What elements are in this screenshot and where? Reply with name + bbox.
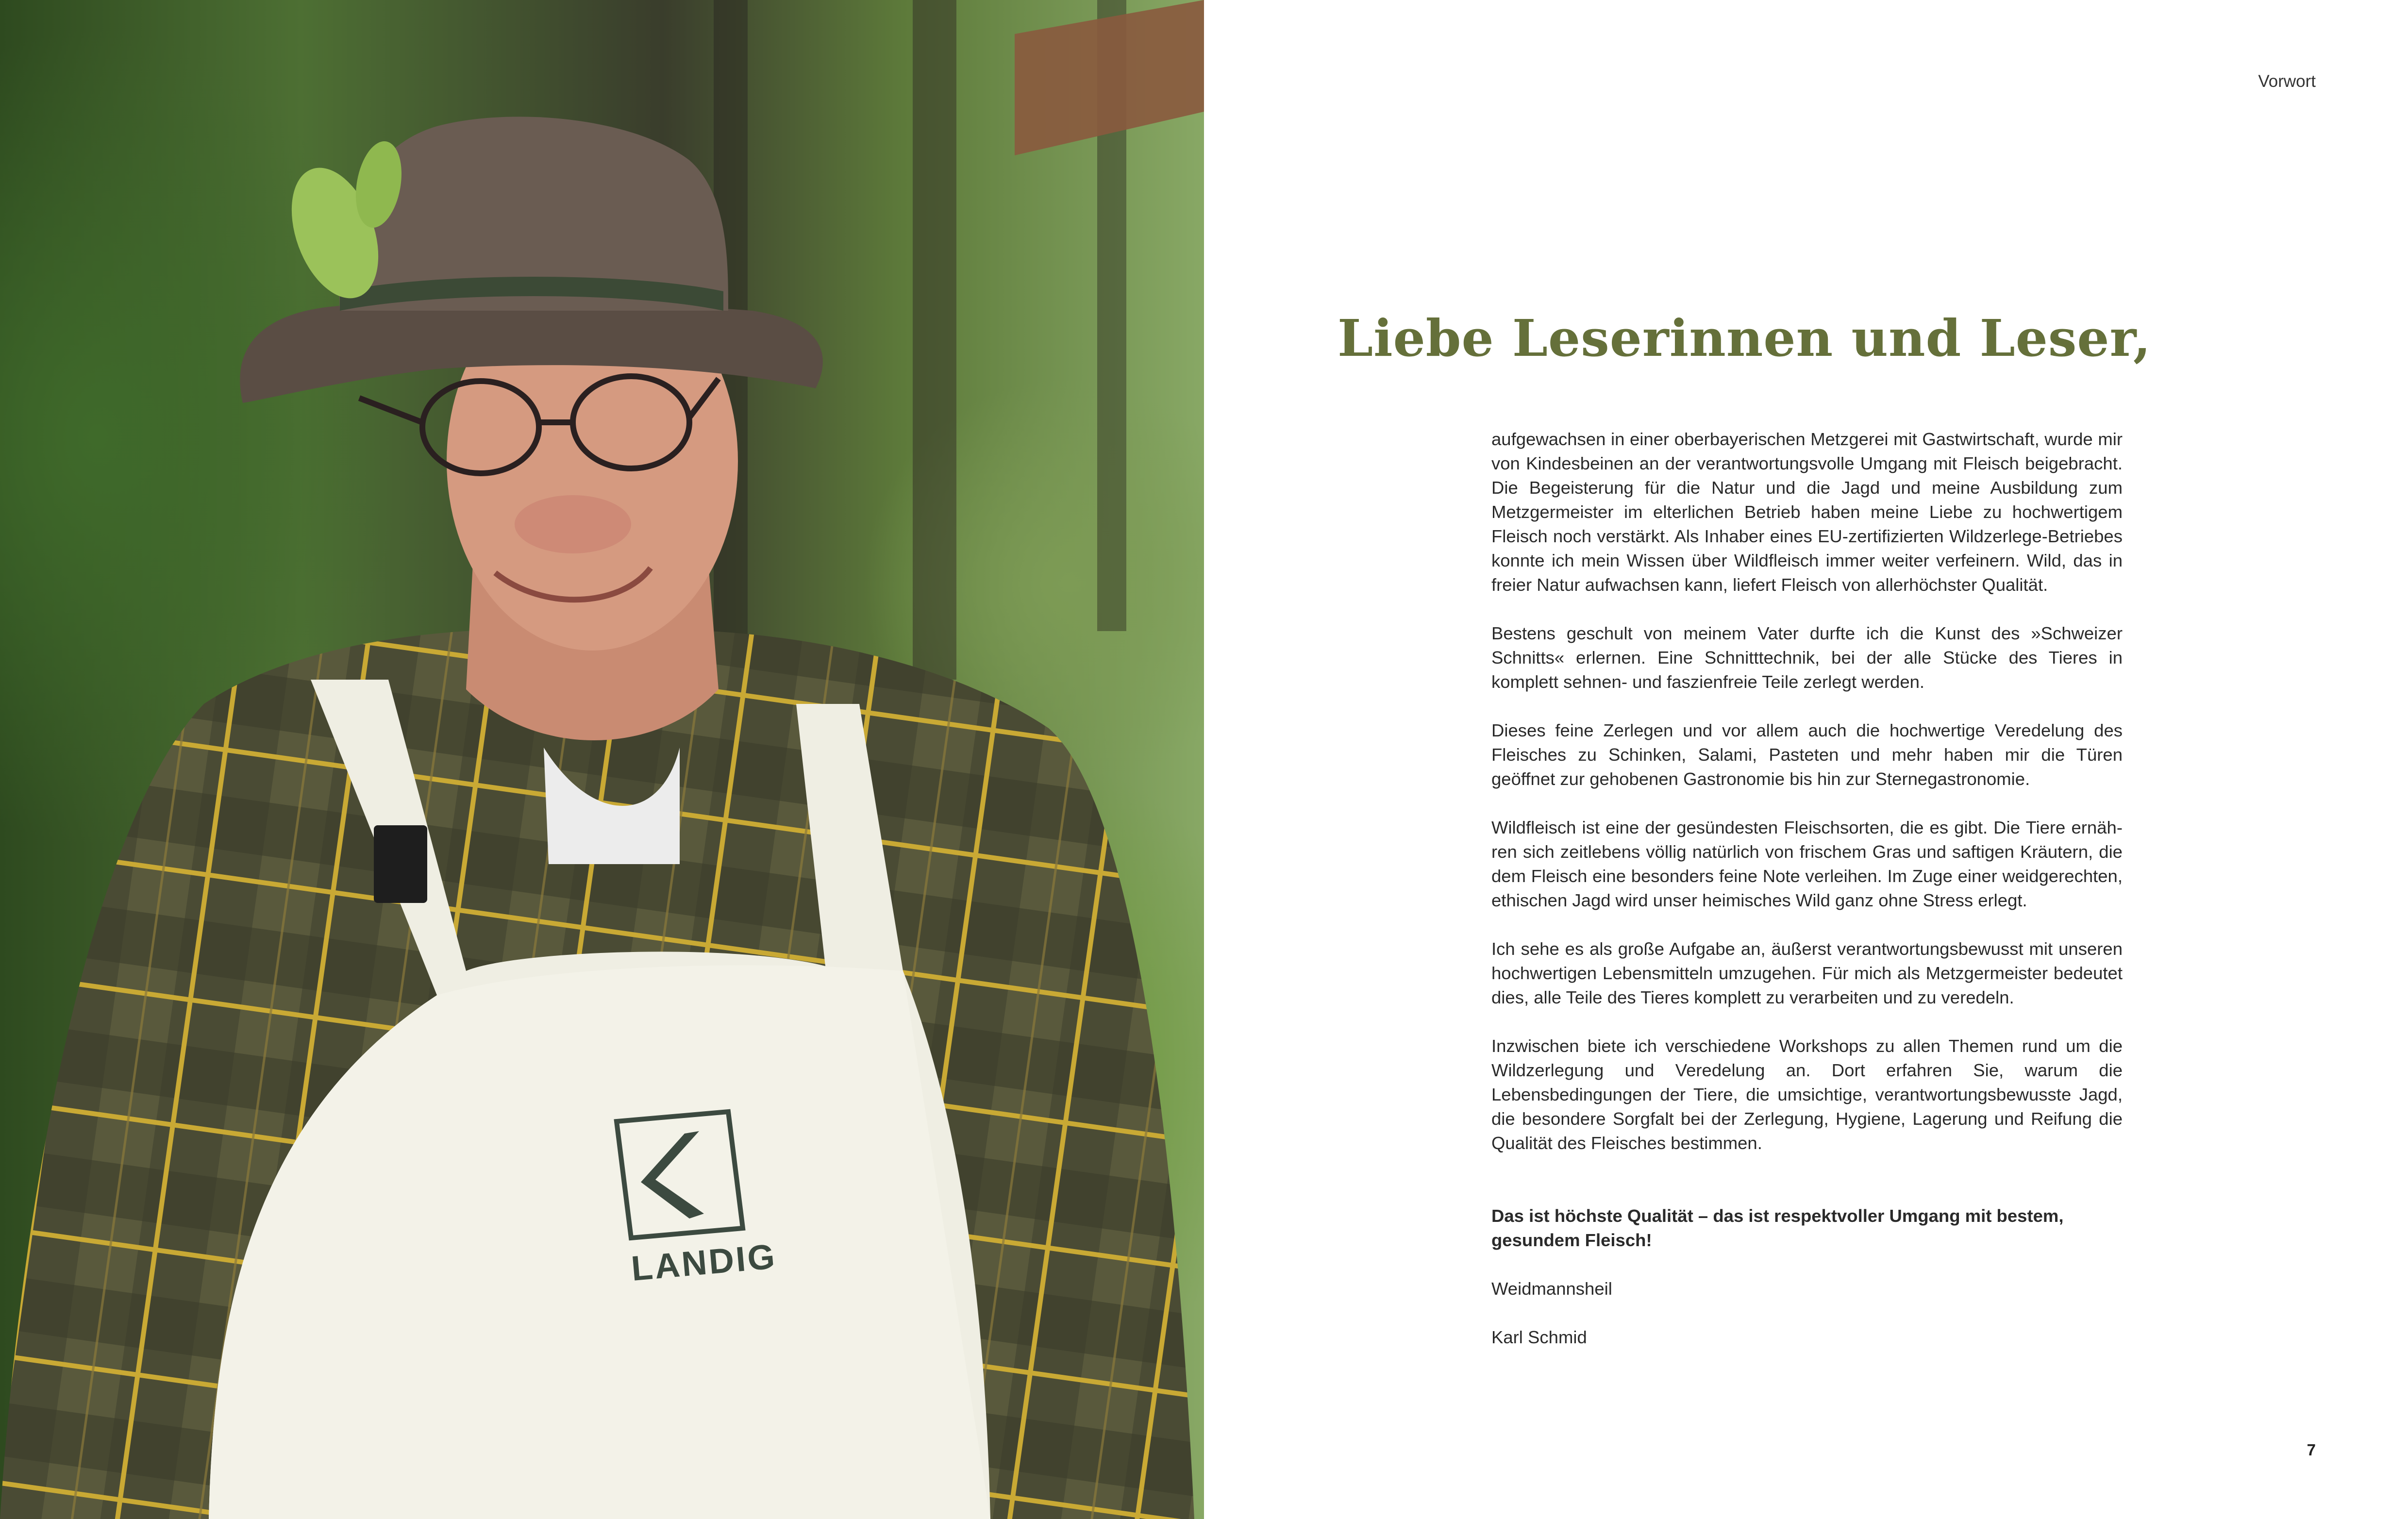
page-title: Liebe Leserinnen und Leser,: [1338, 308, 2152, 368]
author-name: Karl Schmid: [1491, 1327, 1587, 1347]
running-head: Vorwort: [2258, 72, 2316, 91]
paragraph: Wildfleisch ist eine der gesündesten Fleischsorten, die es gibt. Die Tiere ernähren sich zeitlebens völlig natürlich von frischem Gras und saftigen Kräutern, die dem Fleisch eine besonders feine Note verleihen. Im Zuge einer weidgerechten, ethischen Jagd wird unser heimisches Wild ganz ohne Stress erlegt.: [1491, 818, 2123, 910]
buckle-icon: [374, 825, 427, 903]
tree-trunk: [913, 0, 956, 680]
paragraph: Inzwischen biete ich verschiedene Workshops zu allen Themen rund um die Wildzerlegung und Veredelung an. Dort erfahren Sie, warum die Lebensbedingungen der Tiere, die umsichtige, verantwortungsbewusste Jagd, die besondere Sorgfalt bei der Zerlegung, Hygiene, Lagerung und Reifung die Qualität des Fleisches bestimmen.: [1491, 1036, 2123, 1153]
paragraph: aufgewachsen in einer oberbayerischen Metzgerei mit Gastwirtschaft, wurde mir von Kindesbeinen an der verantwortungsvolle Umgang mit Fleisch beigebracht. Die Begeisterung für die Natur und die Jagd und meine Ausbildung zum Metzgermeister im elterlichen Betrieb haben meine Liebe zu hochwertigem Fleisch noch verstärkt. Als Inhaber eines EU-zertifizierten Wildzerlege-Betriebes konnte ich mein Wissen über Wildfleisch immer weiter verfeinern. Wild, das in freier Natur aufwachsen kann, liefert Fleisch von allerhöchster Qualität.: [1491, 429, 2123, 595]
greeting: Weidmannsheil: [1491, 1279, 1612, 1299]
closing-statement: Das ist höchste Qualität – das ist respektvoller Umgang mit bestem, gesundem Fleisch!: [1491, 1206, 2064, 1250]
foreword-text: [1491, 427, 2123, 1374]
wooden-hut: [1015, 0, 1204, 155]
page-number: 7: [2307, 1441, 2316, 1459]
paragraph: Ich sehe es als große Aufgabe an, äußerst verantwortungsbewusst mit unseren hochwertigen Lebensmitteln umzugehen. Für mich als Metzgermeister bedeutet dies, alle Teile des Tieres komplett zu verarbeiten und zu veredeln.: [1491, 939, 2123, 1007]
paragraph: Bestens geschult von meinem Vater durfte ich die Kunst des »Schweizer Schnitts« erlernen. Eine Schnitttechnik, bei der alle Stücke des Tieres in komplett sehnen- und faszienfreie Teile zerlegt werden.: [1491, 623, 2123, 692]
apron-logo-text: LANDIG: [630, 1237, 778, 1288]
paragraph: Dieses feine Zerlegen und vor allem auch die hochwertige Veredelung des Fleisches zu Schinken, Salami, Pasteten und mehr haben mir die Türen geöffnet zur gehobenen Gastronomie bis hin zur Sternegastronomie.: [1491, 720, 2123, 789]
